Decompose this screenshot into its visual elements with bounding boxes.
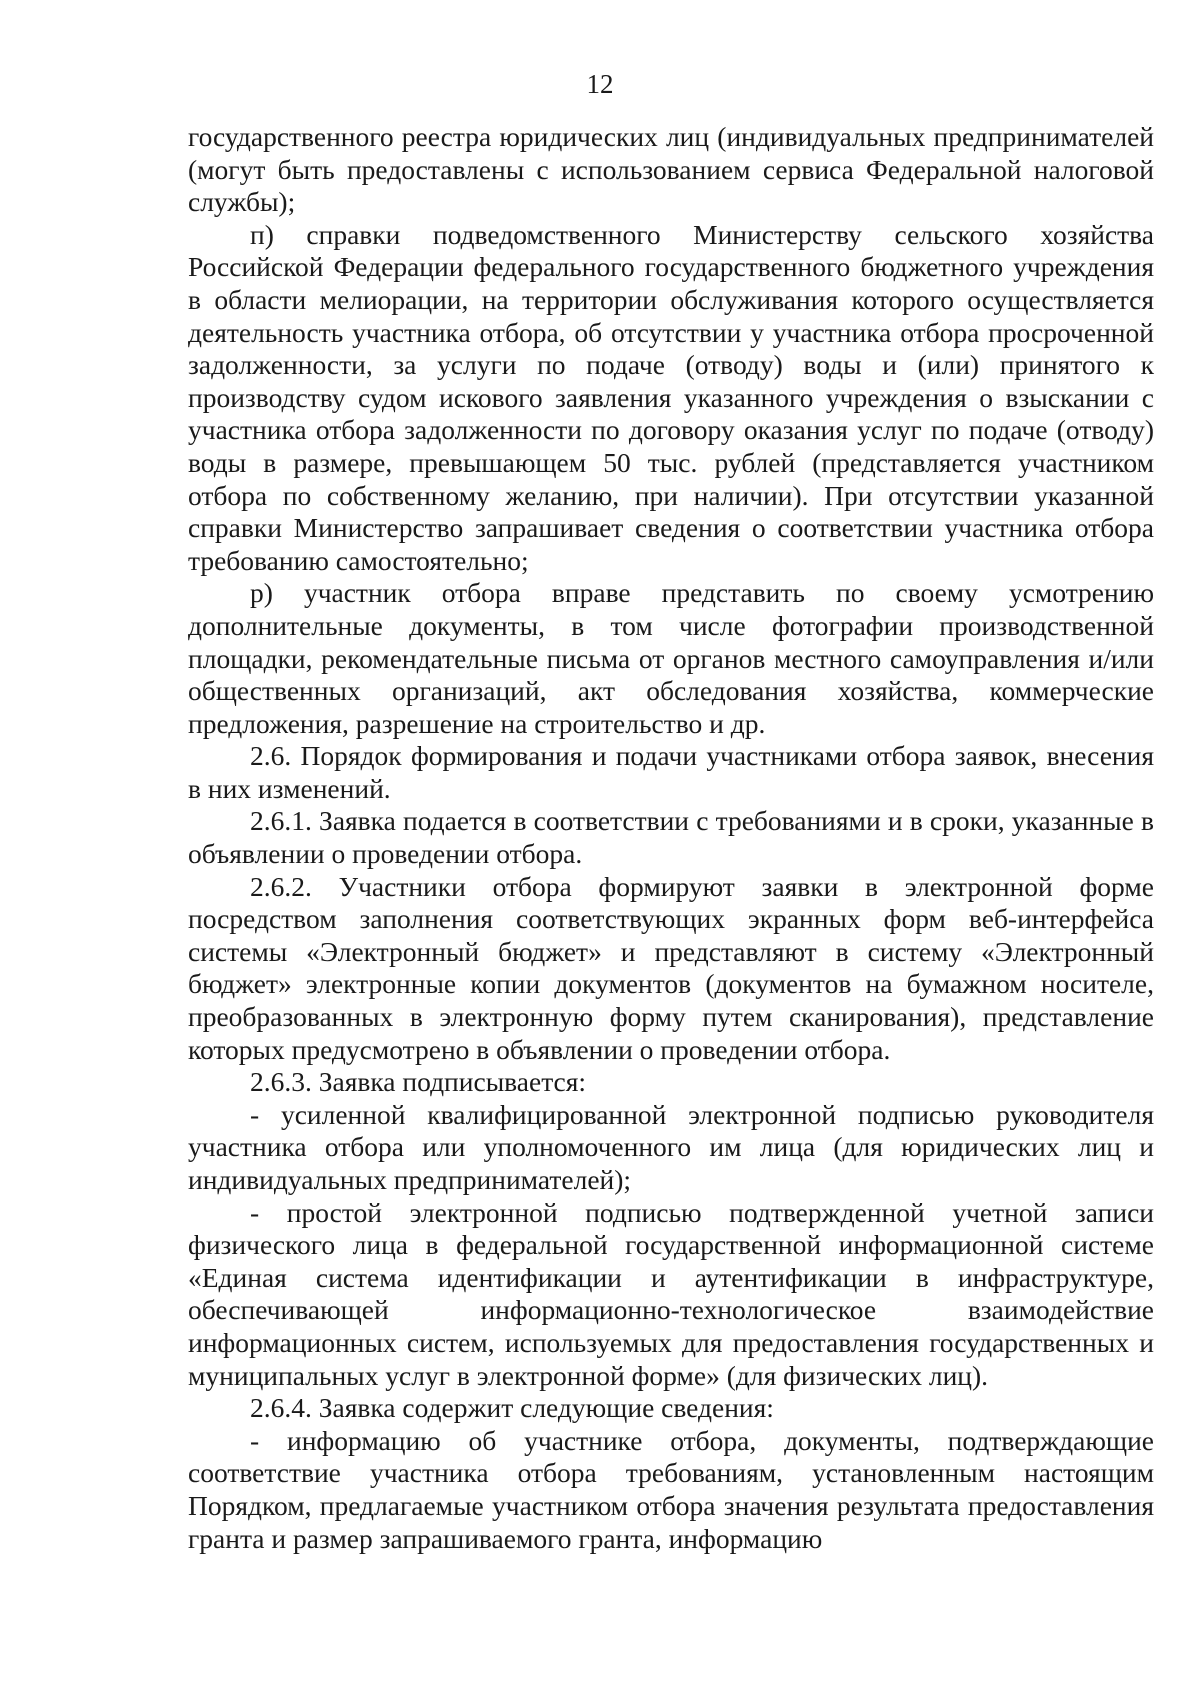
paragraph-participant-information: - информацию об участнике отбора, документы, подтверждающие соответствие участника отбора требованиям, установленным настоящим Порядком, предлагаемые участником отбора значения результата предоставления гранта и размер запрашиваемого гранта, информацию xyxy=(188,1424,1154,1554)
paragraph-section-2-6-2: 2.6.2. Участники отбора формируют заявки в электронной форме посредством заполнения соответствующих экранных форм веб-интерфейса системы «Электронный бюджет» и представляют в систему «Электронный бюджет» электронные копии документов (документов на бумажном носителе, преобразованных в электронную форму путем сканирования), представление которых предусмотрено в объявлении о проведении отбора. xyxy=(188,870,1154,1065)
page-number: 12 xyxy=(586,69,614,99)
paragraph-qualified-signature: - усиленной квалифицированной электронной подписью руководителя участника отбора или уполномоченного им лица (для юридических лиц и индивидуальных предпринимателей); xyxy=(188,1098,1154,1195)
paragraph-simple-signature: - простой электронной подписью подтвержденной учетной записи физического лица в федеральной государственной информационной системе «Единая система идентификации и аутентификации в инфраструктуре, обеспечивающей информационно-технологическое взаимодействие информационных систем, используемых для предоставления государственных и муниципальных услуг в электронной форме» (для физических лиц). xyxy=(188,1196,1154,1391)
paragraph-section-2-6-1: 2.6.1. Заявка подается в соответствии с требованиями и в сроки, указанные в объявлении о проведении отбора. xyxy=(188,805,1154,870)
paragraph-item-p-melioration-certificate: п) справки подведомственного Министерству сельского хозяйства Российской Федерации федерального государственного бюджетного учреждения в области мелиорации, на территории обслуживания которого осуществляется деятельность участника отбора, об отсутствии у участника отбора просроченной задолженности, за услуги по подаче (отводу) воды и (или) принятого к производству судом искового заявления указанного учреждения о взыскании с участника отбора задолженности по договору оказания услуг по подаче (отводу) воды в размере, превышающем 50 тыс. рублей (представляется участником отбора по собственному желанию, при наличии). При отсутствии указанной справки Министерство запрашивает сведения о соответствии участника отбора требованию самостоятельно; xyxy=(188,218,1154,576)
paragraph-registry-continuation: государственного реестра юридических лиц (индивидуальных предпринимателей (могут быть предоставлены с использованием сервиса Федеральной налоговой службы); xyxy=(188,121,1154,218)
document-body xyxy=(188,121,1154,1555)
paragraph-section-2-6-4: 2.6.4. Заявка содержит следующие сведения: xyxy=(250,1392,774,1424)
paragraph-section-2-6-3: 2.6.3. Заявка подписывается: xyxy=(250,1066,587,1098)
paragraph-item-r-additional-documents: р) участник отбора вправе представить по своему усмотрению дополнительные документы, в том числе фотографии производственной площадки, рекомендательные письма от органов местного самоуправления и/или общественных организаций, акт обследования хозяйства, коммерческие предложения, разрешение на строительство и др. xyxy=(188,577,1154,739)
paragraph-section-2-6: 2.6. Порядок формирования и подачи участниками отбора заявок, внесения в них изменений. xyxy=(188,740,1154,804)
